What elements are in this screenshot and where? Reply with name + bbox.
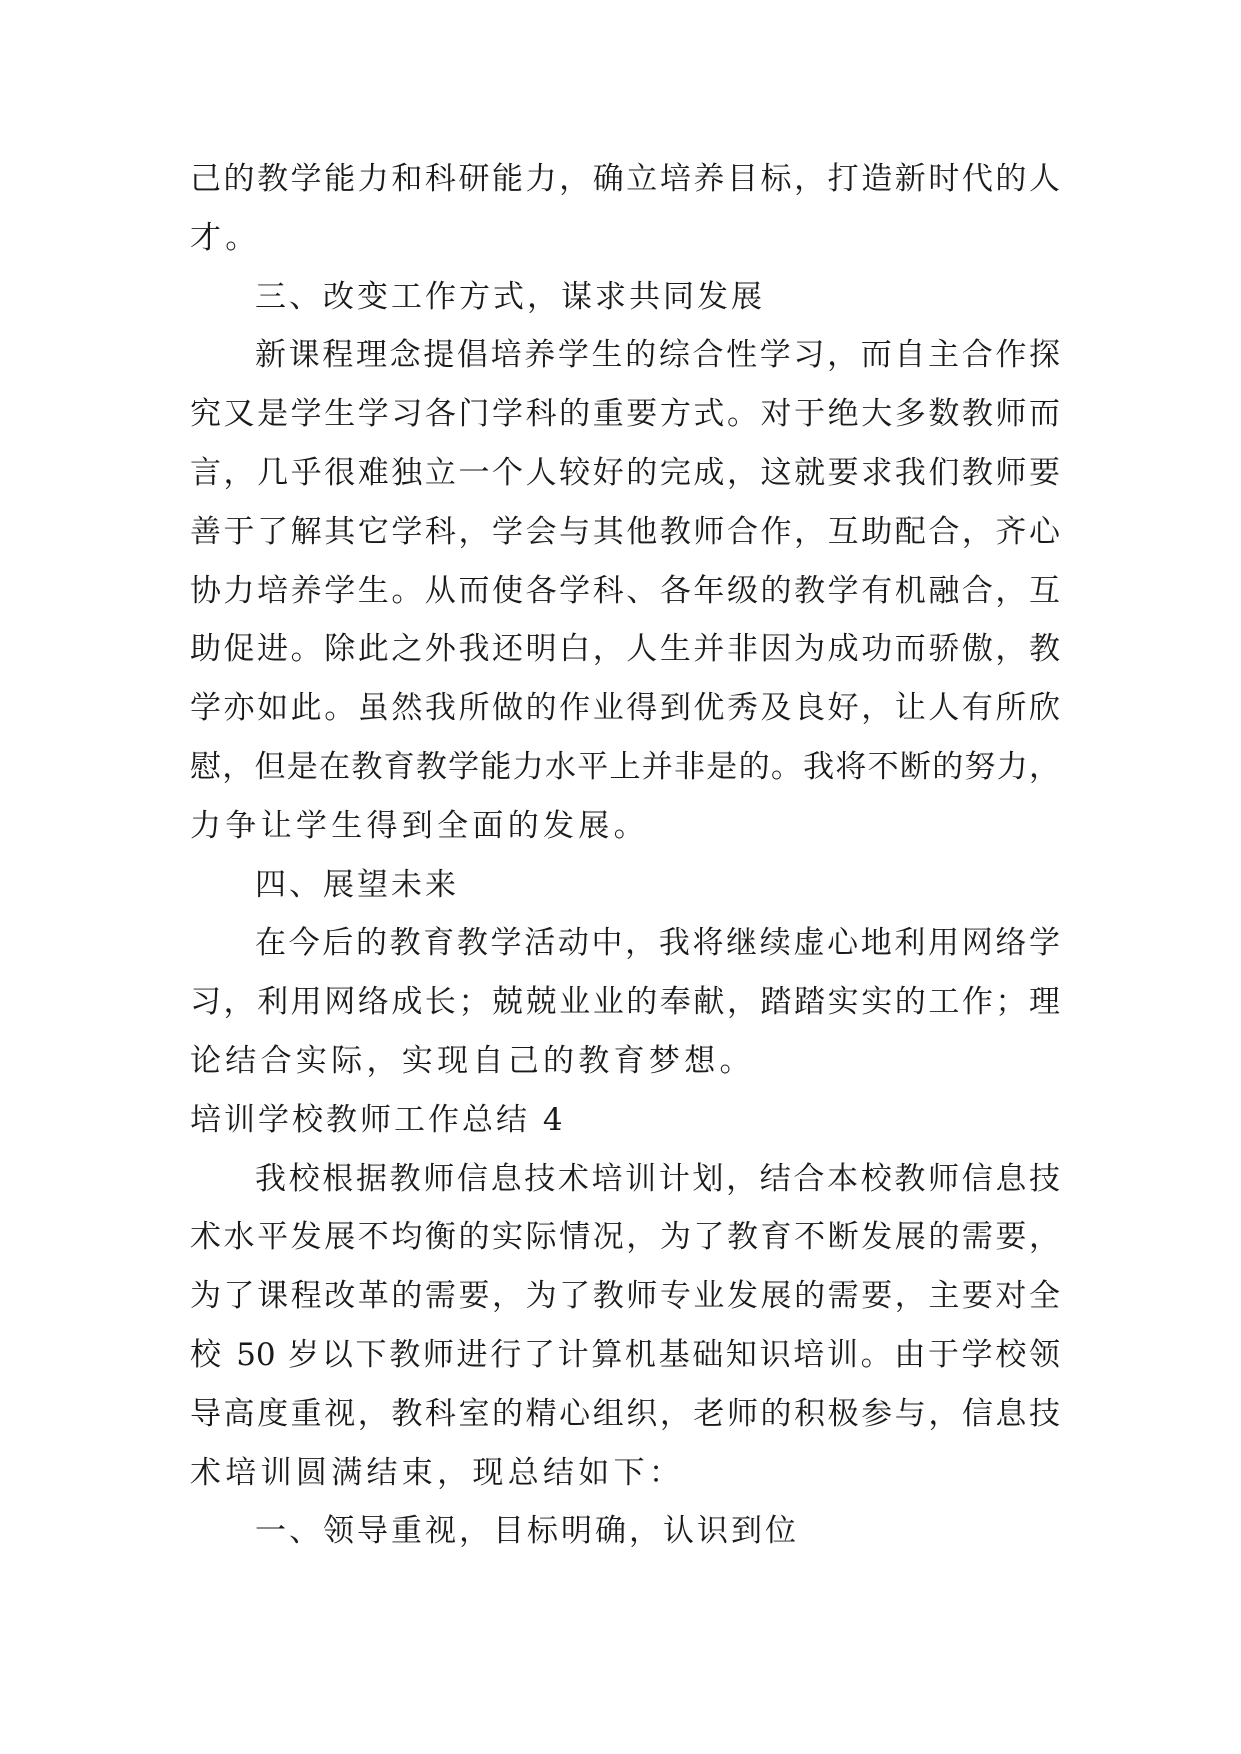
paragraph-line: 言，几乎很难独立一个人较好的完成，这就要求我们教师要 [190, 454, 1060, 491]
paragraph-line: 慰，但是在教育教学能力水平上并非是的。我将不断的努力， [190, 748, 1060, 785]
paragraph-line: 究又是学生学习各门学科的重要方式。对于绝大多数教师而 [190, 396, 1060, 433]
paragraph-line: 我校根据教师信息技术培训计划，结合本校教师信息技 [255, 1160, 1060, 1197]
paragraph-line: 才。 [190, 219, 261, 256]
paragraph-line: 在今后的教育教学活动中，我将继续虚心地利用网络学 [255, 925, 1060, 962]
paragraph-line: 善于了解其它学科，学会与其他教师合作，互助配合，齐心 [190, 513, 1060, 550]
paragraph-line: 导高度重视，教科室的精心组织，老师的积极参与，信息技 [190, 1395, 1060, 1432]
section-heading: 三、改变工作方式，谋求共同发展 [255, 278, 765, 315]
paragraph-line: 为了课程改革的需要，为了教师专业发展的需要，主要对全 [190, 1278, 1060, 1315]
paragraph-line: 助促进。除此之外我还明白，人生并非因为成功而骄傲，教 [190, 631, 1060, 668]
paragraph-line: 校 50 岁以下教师进行了计算机基础知识培训。由于学校领 [190, 1336, 1060, 1373]
document-title: 培训学校教师工作总结 4 [190, 1101, 566, 1138]
section-heading: 四、展望未来 [255, 866, 459, 903]
paragraph-line: 术水平发展不均衡的实际情况，为了教育不断发展的需要， [190, 1219, 1060, 1256]
paragraph-line: 新课程理念提倡培养学生的综合性学习，而自主合作探 [255, 337, 1060, 374]
section-heading: 一、领导重视，目标明确，认识到位 [255, 1513, 799, 1550]
paragraph-line: 论结合实际，实现自己的教育梦想。 [190, 1042, 755, 1079]
paragraph-line: 习，利用网络成长；兢兢业业的奉献，踏踏实实的工作；理 [190, 984, 1060, 1021]
paragraph-line: 己的教学能力和科研能力，确立培养目标，打造新时代的人 [190, 161, 1060, 197]
paragraph-line: 学亦如此。虽然我所做的作业得到优秀及良好，让人有所欣 [190, 690, 1060, 727]
paragraph-line: 协力培养学生。从而使各学科、各年级的教学有机融合，互 [190, 572, 1060, 609]
paragraph-line: 力争让学生得到全面的发展。 [190, 807, 649, 844]
document-body [190, 150, 1060, 1561]
paragraph-line: 术培训圆满结束，现总结如下： [190, 1454, 685, 1491]
